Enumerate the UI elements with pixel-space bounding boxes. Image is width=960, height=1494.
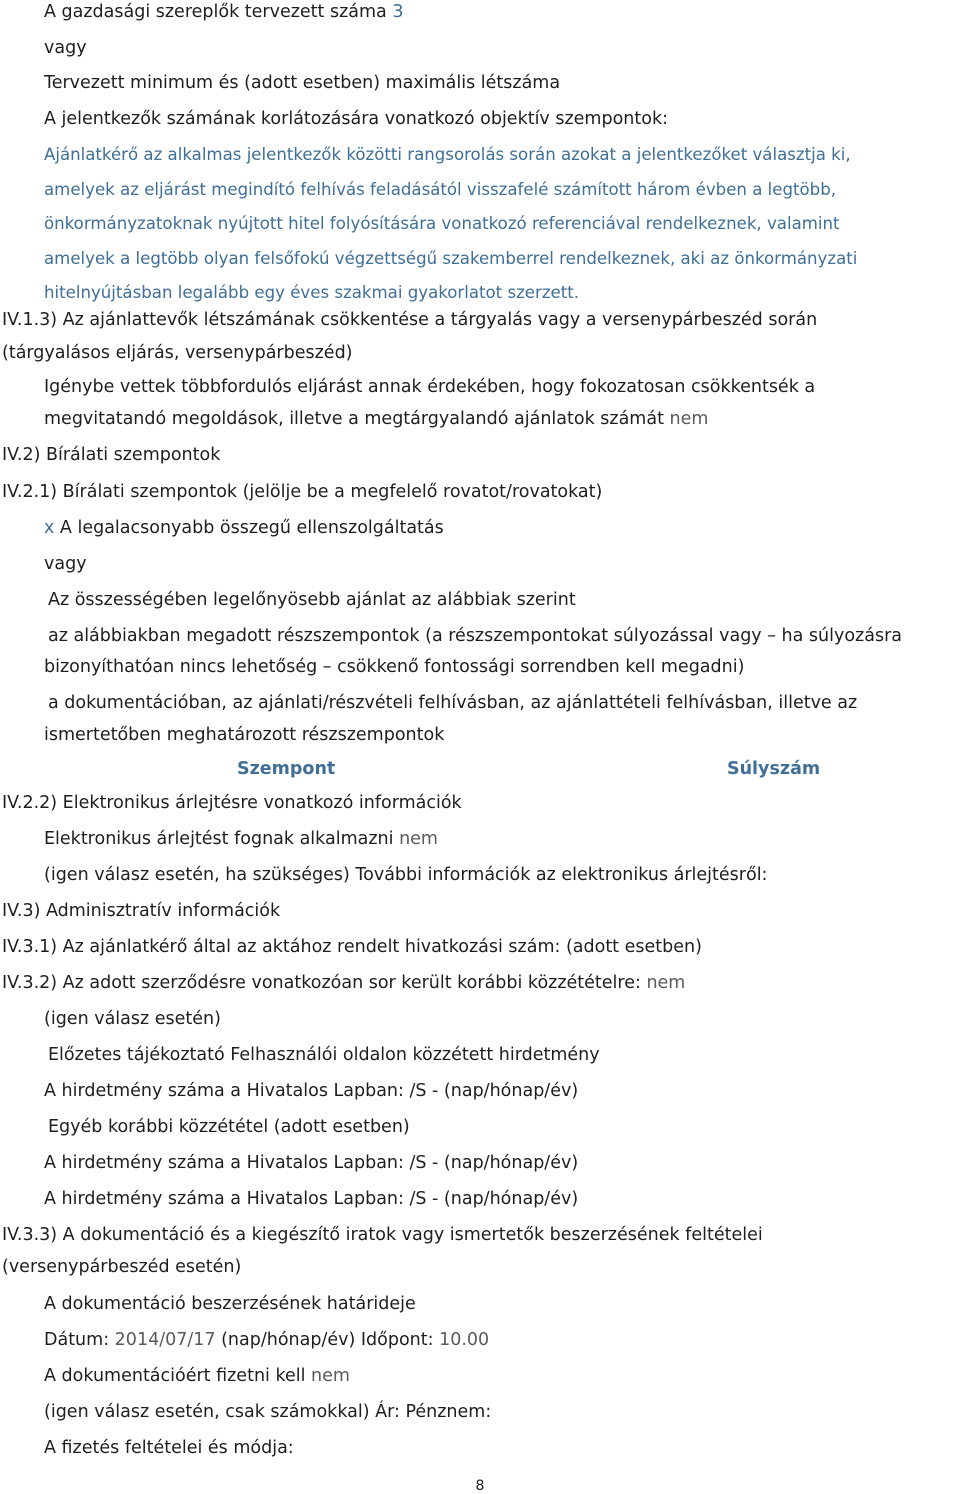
column-header-weight: Súlyszám [727,759,821,779]
doc-deadline-label: A dokumentáció beszerzésének határideje [44,1294,416,1314]
multistage-question-cont: megvitatandó megoldások, illetve a megtárgyalandó ajánlatok számát nem [44,409,709,429]
date-value: 2014/07/17 [114,1330,216,1350]
page-number: 8 [475,1478,485,1494]
section-heading-iv-2-2: IV.2.2) Elektronikus árlejtésre vonatkozó információk [2,793,462,813]
column-header-criterion: Szempont [237,759,336,779]
other-publication-label: Egyéb korábbi közzététel (adott esetben) [48,1117,410,1137]
section-heading-iv-1-3-cont: (tárgyalásos eljárás, versenypárbeszéd) [2,343,353,363]
date-time-line: Dátum: 2014/07/17 (nap/hónap/év) Időpont: 10.00 [44,1330,490,1350]
section-heading-iv-2: IV.2) Bírálati szempontok [2,445,221,465]
section-heading-iv-3-2: IV.3.2) Az adott szerződésre vonatkozóan sor került korábbi közzétételre: nem [2,973,686,993]
notice-number-line-2: A hirdetmény száma a Hivatalos Lapban: /S - (nap/hónap/év) [44,1153,579,1173]
section-heading-iv-2-1: IV.2.1) Bírálati szempontok (jelölje be a megfelelő rovatot/rovatokat) [2,482,603,502]
criterion-subcriteria-2-cont: ismertetőben meghatározott részszempontok [44,725,445,745]
section-heading-iv-3: IV.3) Adminisztratív információk [2,901,281,921]
prior-notice-options: Előzetes tájékoztató Felhasználói oldalon közzétett hirdetmény [48,1045,600,1065]
notice-number-line-3: A hirdetmény száma a Hivatalos Lapban: /S - (nap/hónap/év) [44,1189,579,1209]
criterion-lowest-price: x A legalacsonyabb összegű ellenszolgáltatás [44,518,444,538]
section-heading-iv-1-3: IV.1.3) Az ajánlattevők létszámának csökkentése a tárgyalás vagy a versenypárbeszéd során [2,310,818,330]
doc-payment-line: A dokumentációért fizetni kell nem [44,1366,350,1386]
e-auction-question: Elektronikus árlejtést fognak alkalmazni nem [44,829,438,849]
time-value: 10.00 [439,1330,490,1350]
objective-criteria-label: A jelentkezők számának korlátozására vonatkozó objektív szempontok: [44,109,668,129]
criterion-subcriteria-1: az alábbiakban megadott részszempontok (a részszempontokat súlyozással vagy – ha súlyozásra [48,626,902,646]
selected-mark: x [44,518,55,538]
or-text: vagy [44,38,87,58]
multistage-question: Igénybe vettek többfordulós eljárást annak érdekében, hogy fokozatosan csökkentsék a [44,377,816,397]
section-heading-iv-3-1: IV.3.1) Az ajánlatkérő által az aktához rendelt hivatkozási szám: (adott esetben) [2,937,702,957]
criterion-subcriteria-2: a dokumentációban, az ajánlati/részvételi felhívásban, az ajánlattételi felhívásban, illetve az [48,693,858,713]
notice-number-line-1: A hirdetmény száma a Hivatalos Lapban: /S - (nap/hónap/év) [44,1081,579,1101]
e-auction-more-info: (igen válasz esetén, ha szükséges) További információk az elektronikus árlejtésről: [44,865,768,885]
section-heading-iv-3-3: IV.3.3) A dokumentáció és a kiegészítő iratok vagy ismertetők beszerzésének feltételei [2,1225,763,1245]
criterion-or: vagy [44,554,87,574]
planned-operators-line: A gazdasági szereplők tervezett száma 3 [44,2,404,22]
price-line: (igen válasz esetén, csak számokkal) Ár: Pénznem: [44,1402,492,1422]
section-heading-iv-3-3-cont: (versenypárbeszéd esetén) [2,1257,242,1277]
headcount-line: Tervezett minimum és (adott esetben) maximális létszáma [44,73,561,93]
objective-criteria-paragraph: Ajánlatkérő az alkalmas jelentkezők közötti rangsorolás során azokat a jelentkezőket választja ki, amelyek az eljárást megindító felhívás feladásától visszafelé számított három évben a legtöbb, önkormányzatoknak nyújtott hitel folyósítására vonatkozó referenciával rendelkeznek, valamint amelyek a legtöbb olyan felsőfokú végzettségű szakemberrel rendelkeznek, aki az önkormányzati hitelnyújtásban legalább egy éves szakmai gyakorlatot szerzett. [44,145,858,302]
criterion-subcriteria-1-cont: bizonyíthatóan nincs lehetőség – csökkenő fontossági sorrendben kell megadni) [44,657,745,677]
criterion-best-value: Az összességében legelőnyösebb ajánlat az alábbiak szerint [48,590,576,610]
if-yes-label: (igen válasz esetén) [44,1009,221,1029]
payment-terms-line: A fizetés feltételei és módja: [44,1438,294,1458]
